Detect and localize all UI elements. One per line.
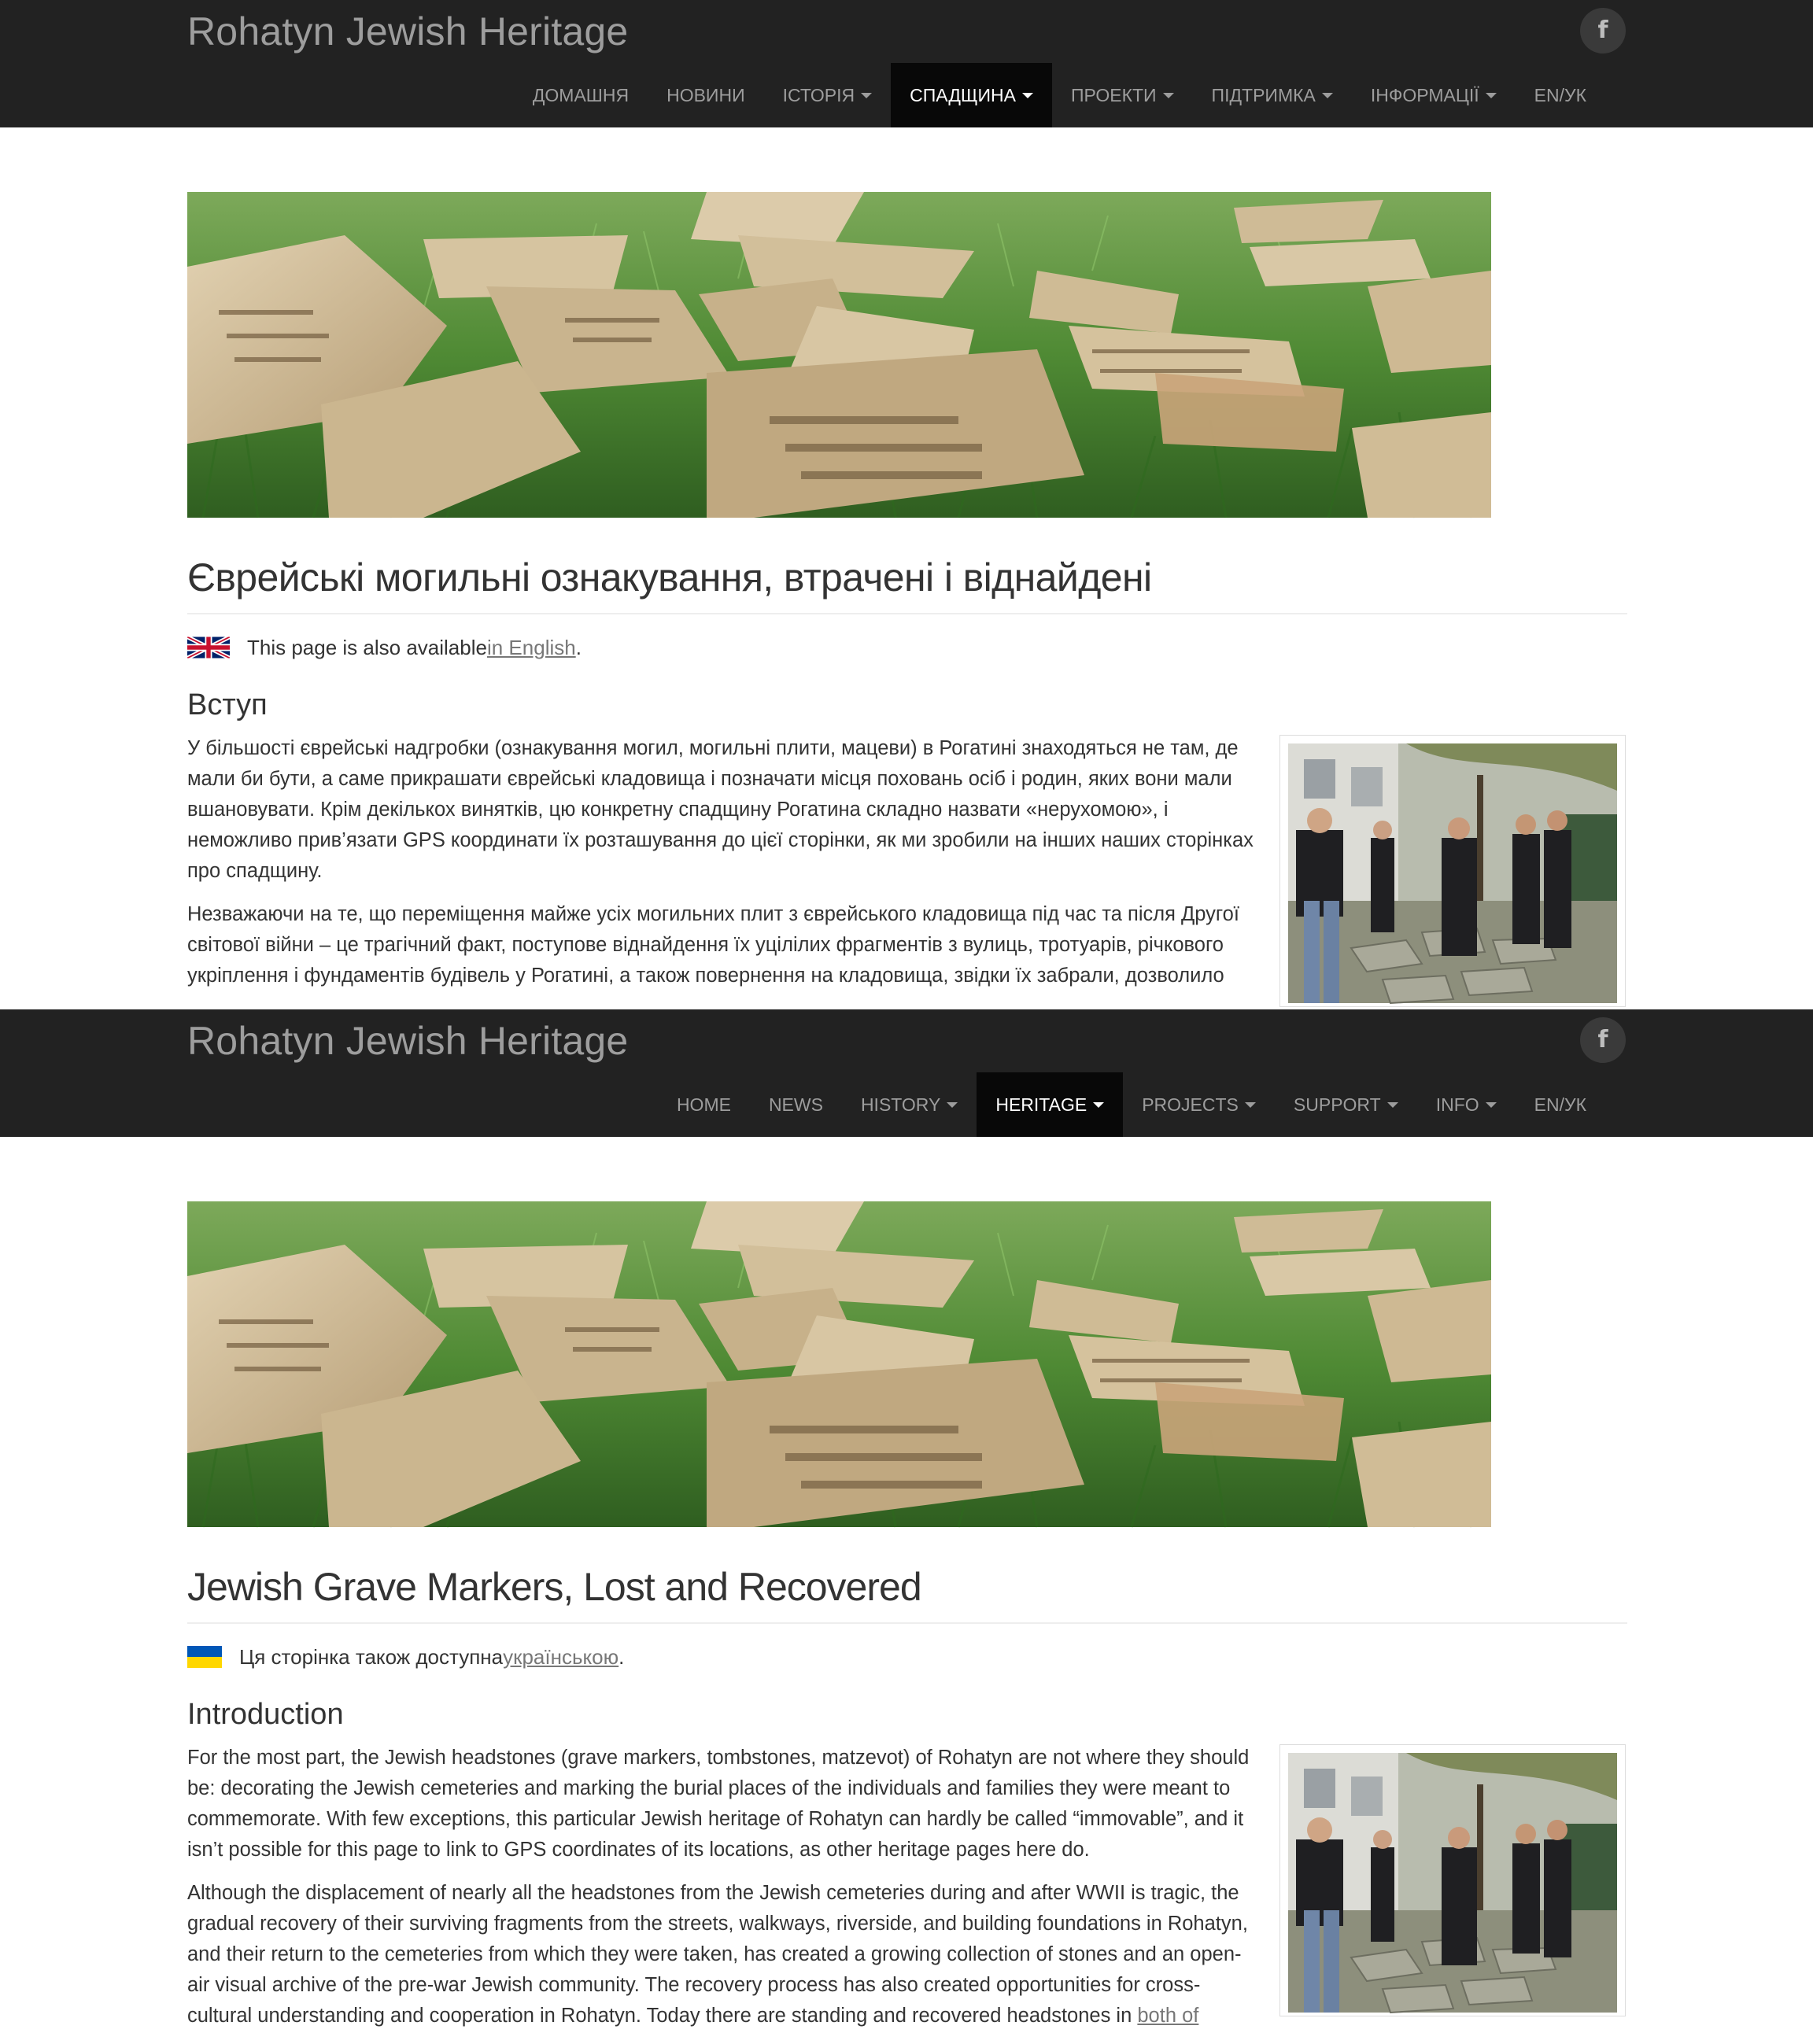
nav-support-label: ПІДТРИМКА <box>1211 84 1316 105</box>
language-notice-text: Ця сторінка також доступна <box>239 1644 504 1669</box>
paragraph-text: Although the displacement of nearly all the headstones from the Jewish cemeteries during and after WWII is tragic, the gradual recovery of their surviving fragments from the streets, walkways, riverside, and building foundations in Rohatyn, and their return to the cemeteries from which they were taken, has created a growing collection of stones and an open-air visual archive of the pre-war Jewish community. The recovery process has also created opportunities for cross-cultural understanding and cooperation in Rohatyn. Today there are standing and recovered headstones in <box>187 1882 1248 2027</box>
chevron-down-icon <box>1486 1102 1497 1108</box>
nav-news[interactable] <box>750 1072 842 1137</box>
side-photo-people-at-cemetery[interactable] <box>1279 735 1626 1007</box>
hero-image-headstones <box>187 192 1491 518</box>
nav-history-label: ІСТОРІЯ <box>782 84 855 105</box>
nav-history[interactable] <box>764 63 891 127</box>
cemeteries-link[interactable]: both of <box>1137 2005 1199 2027</box>
ukrainian-page <box>0 0 1813 1009</box>
nav-home[interactable] <box>658 1072 750 1137</box>
nav-heritage-label: СПАДЩИНА <box>910 84 1016 105</box>
nav-language-toggle[interactable] <box>1516 63 1605 127</box>
nav-info[interactable] <box>1352 63 1516 127</box>
chevron-down-icon <box>1322 93 1333 98</box>
chevron-down-icon <box>1022 93 1033 98</box>
nav-language-toggle[interactable] <box>1516 1072 1605 1137</box>
site-brand[interactable]: Rohatyn Jewish Heritage <box>187 1019 629 1063</box>
nav-info-label: INFO <box>1435 1094 1479 1115</box>
uk-flag-icon <box>187 636 230 659</box>
chevron-down-icon <box>1163 93 1174 98</box>
language-notice-end: . <box>618 1644 625 1669</box>
language-notice-text: This page is also available <box>247 635 487 659</box>
main-menu <box>658 1072 1605 1137</box>
hero-image-headstones <box>187 1201 1491 1527</box>
nav-language-label: EN/УК <box>1534 1094 1586 1115</box>
ukraine-flag-icon <box>187 1646 222 1668</box>
chevron-down-icon <box>1387 1102 1398 1108</box>
page-title: Jewish Grave Markers, Lost and Recovered <box>187 1565 921 1609</box>
section-title: Вступ <box>187 688 268 721</box>
side-photo-people-at-cemetery[interactable] <box>1279 1744 1626 2016</box>
nav-support-label: SUPPORT <box>1293 1094 1381 1115</box>
nav-projects-label: PROJECTS <box>1142 1094 1239 1115</box>
language-notice-end: . <box>575 635 582 659</box>
nav-support[interactable] <box>1193 63 1352 127</box>
facebook-icon[interactable]: f <box>1580 1017 1626 1063</box>
section-title: Introduction <box>187 1698 344 1731</box>
navbar <box>0 1009 1813 1137</box>
main-menu <box>514 63 1605 127</box>
english-page <box>0 1009 1813 2027</box>
nav-news[interactable] <box>648 63 764 127</box>
nav-language-label: EN/УК <box>1534 84 1586 105</box>
nav-news-label: NEWS <box>768 1094 823 1115</box>
paragraph: Незважаючи на те, що переміщення майже усіх могильних плит з єврейського кладовища під час та після Другої світової війни – це трагічний факт, поступове віднайдення їх уцілілих фрагментів з вулиць, тротуарів, річкового укріплення і фундаментів будівель у Рогатині, а також повернення на кладовища, звідки їх забрали, дозволило <box>187 903 1239 987</box>
nav-history-label: HISTORY <box>860 1094 941 1115</box>
nav-info-label: ІНФОРМАЦІЇ <box>1370 84 1479 105</box>
paragraph <box>187 1878 1259 2031</box>
chevron-down-icon <box>1245 1102 1256 1108</box>
nav-news-label: НОВИНИ <box>666 84 745 105</box>
page-title: Єврейські могильні ознакування, втрачені і віднайдені <box>187 555 1152 600</box>
nav-heritage[interactable] <box>891 63 1052 127</box>
nav-projects-label: ПРОЕКТИ <box>1070 84 1157 105</box>
chevron-down-icon <box>1486 93 1497 98</box>
chevron-down-icon <box>947 1102 958 1108</box>
chevron-down-icon <box>861 93 872 98</box>
article-body <box>187 733 1259 1004</box>
nav-heritage-label: HERITAGE <box>995 1094 1087 1115</box>
language-notice <box>187 629 582 666</box>
paragraph: У більшості єврейські надгробки (ознакування могил, могильні плити, мацеви) в Рогатині знаходяться не там, де мали би бути, а саме прикрашати єврейські кладовища і позначати місця поховань осіб і родин, яких вони мали вшановувати. Крім декількох винятків, цю конкретну спадщину Рогатина складно назвати «нерухомою», і неможливо прив’язати GPS координати їх розташування до цієї сторінки, як ми зробили на інших наших сторінках про спадщину. <box>187 737 1254 882</box>
language-notice <box>187 1639 624 1675</box>
facebook-icon[interactable]: f <box>1580 8 1626 53</box>
nav-info[interactable] <box>1417 1072 1516 1137</box>
ukrainian-version-link[interactable]: українською <box>503 1644 619 1669</box>
navbar <box>0 0 1813 127</box>
nav-support[interactable] <box>1275 1072 1417 1137</box>
site-brand[interactable]: Rohatyn Jewish Heritage <box>187 9 629 53</box>
title-divider <box>187 1622 1627 1624</box>
paragraph: For the most part, the Jewish headstones (grave markers, tombstones, matzevot) of Rohatyn are not where they should be: decorating the Jewish cemeteries and marking the burial places of the individuals and families they were meant to commemorate. With few exceptions, this particular Jewish heritage of Rohatyn can hardly be called “immovable”, and it isn’t possible for this page to link to GPS coordinates of its locations, as other heritage pages here do. <box>187 1747 1250 1861</box>
nav-home[interactable] <box>514 63 648 127</box>
nav-projects[interactable] <box>1052 63 1193 127</box>
nav-home-label: HOME <box>676 1094 731 1115</box>
nav-history[interactable] <box>842 1072 977 1137</box>
chevron-down-icon <box>1093 1102 1104 1108</box>
nav-projects[interactable] <box>1123 1072 1275 1137</box>
english-version-link[interactable]: in English <box>486 635 576 659</box>
title-divider <box>187 613 1627 614</box>
nav-heritage[interactable] <box>977 1072 1123 1137</box>
nav-home-label: ДОМАШНЯ <box>532 84 630 105</box>
article-body <box>187 1743 1259 2044</box>
